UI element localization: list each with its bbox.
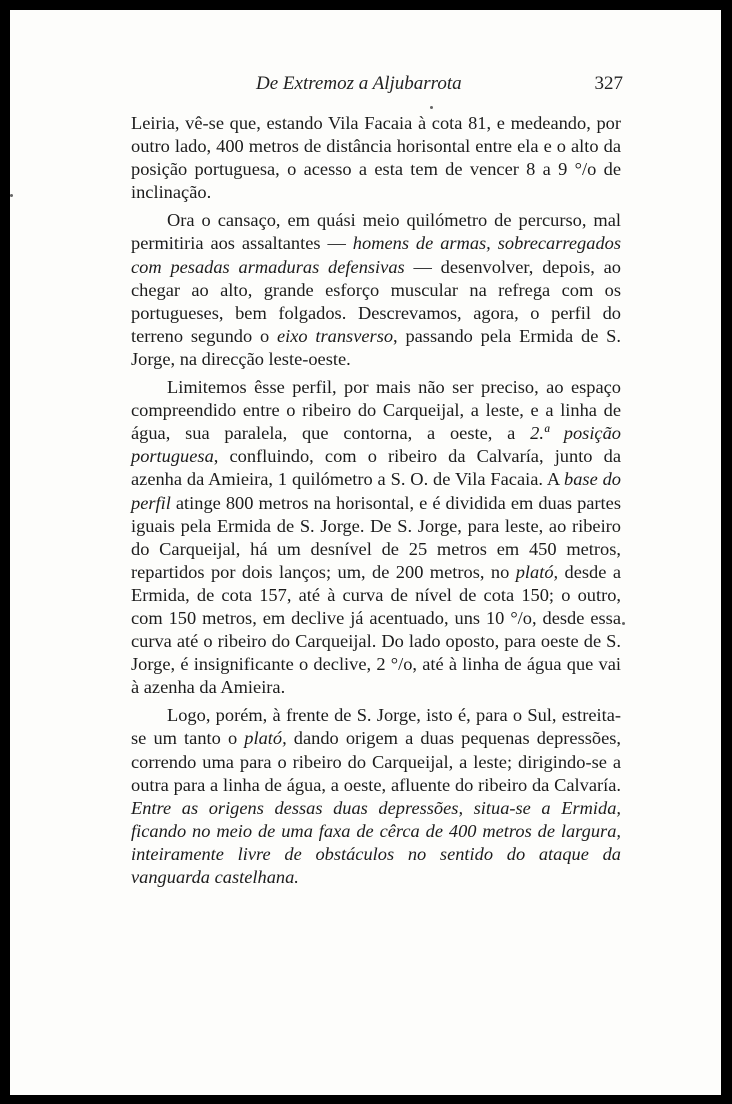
text-run: — desenvolver, depois, ao chegar ao alto, grande esforço muscular na refrega com os portugueses, bem folgados. Descrevamos, agora, o perfil do terreno segundo o — [131, 256, 621, 346]
italic-run: base do perfil — [131, 469, 621, 513]
body-text — [131, 112, 621, 894]
print-speck — [430, 106, 433, 109]
page-number: 327 — [594, 73, 623, 94]
text-run: Ora o cansaço, em quási meio quilómetro de percurso, mal permitiria aos assaltantes — — [131, 210, 621, 254]
text-run: Logo, porém, à frente de S. Jorge, isto é, para o Sul, estreita-se um tanto o — [131, 705, 621, 749]
paragraph-4 — [131, 704, 621, 889]
italic-run: plató, — [515, 561, 559, 582]
text-run: , passando pela Ermida de S. Jorge, na direcção leste-oeste. — [131, 325, 621, 369]
italic-run: plató, — [244, 728, 287, 749]
italic-run: homens de armas, sobrecarregados com pesadas armaduras defensivas — [131, 233, 621, 277]
print-speck — [622, 622, 625, 625]
italic-run: eixo transverso — [276, 325, 394, 346]
text-run: atinge 800 metros na horisontal, e é dividida em duas partes iguais pela Ermida de S. Jorge. De S. Jorge, para leste, ao ribeiro do Carqueijal, há um desnível de 25 metros em 450 metros, repartidos por dois lanços; um, de 200 metros, no — [131, 492, 621, 582]
print-speck — [10, 194, 13, 197]
paragraph-1 — [131, 112, 621, 204]
text-run: desde a Ermida, de cota 157, até à curva de nível de cota 150; o outro, com 150 metros, em declive já acentuado, uns 10 °/o, desde essa curva até o ribeiro do Carqueijal. Do lado oposto, para oeste de S. Jorge, é insignificante o declive, 2 °/o, até à linha de água que vai à azenha da Amieira. — [131, 561, 621, 698]
text-run: Limitemos êsse perfil, por mais não ser preciso, ao espaço compreendido entre o ribeiro do Carqueijal, a leste, e a linha de água, sua paralela, que contorna, a oeste, a — [131, 377, 621, 444]
paragraph-3 — [131, 376, 621, 699]
text-run: , confluindo, com o ribeiro da Calvaría, junto da azenha da Amieira, 1 quilómetro a S. O. de Vila Facaia. A — [131, 446, 621, 490]
text-run: dando origem a duas pequenas depressões, correndo uma para o ribeiro do Carqueijal, a leste; dirigindo-se a outra para a linha de água, a oeste, afluente do ribeiro da Calvaría. — [131, 728, 621, 795]
page-header — [10, 73, 721, 99]
book-page — [10, 10, 721, 1095]
running-title: De Extremoz a Aljubarrota — [256, 73, 462, 94]
text-run: Leiria, vê-se que, estando Vila Facaia à cota 81, e medeando, por outro lado, 400 metros de distância horisontal entre ela e o alto da posição portuguesa, o acesso a esta tem de vencer 8 a 9 °/o de inclinação. — [131, 113, 621, 203]
italic-run: Entre as origens dessas duas depressões, situa-se a Ermida, ficando no meio de uma faxa de cêrca de 400 metros de largura, inteiramente livre de obstáculos no sentido do ataque da vanguarda castelhana. — [131, 797, 621, 887]
italic-run: 2.ª posição portuguesa — [131, 423, 621, 467]
paragraph-2 — [131, 209, 621, 371]
